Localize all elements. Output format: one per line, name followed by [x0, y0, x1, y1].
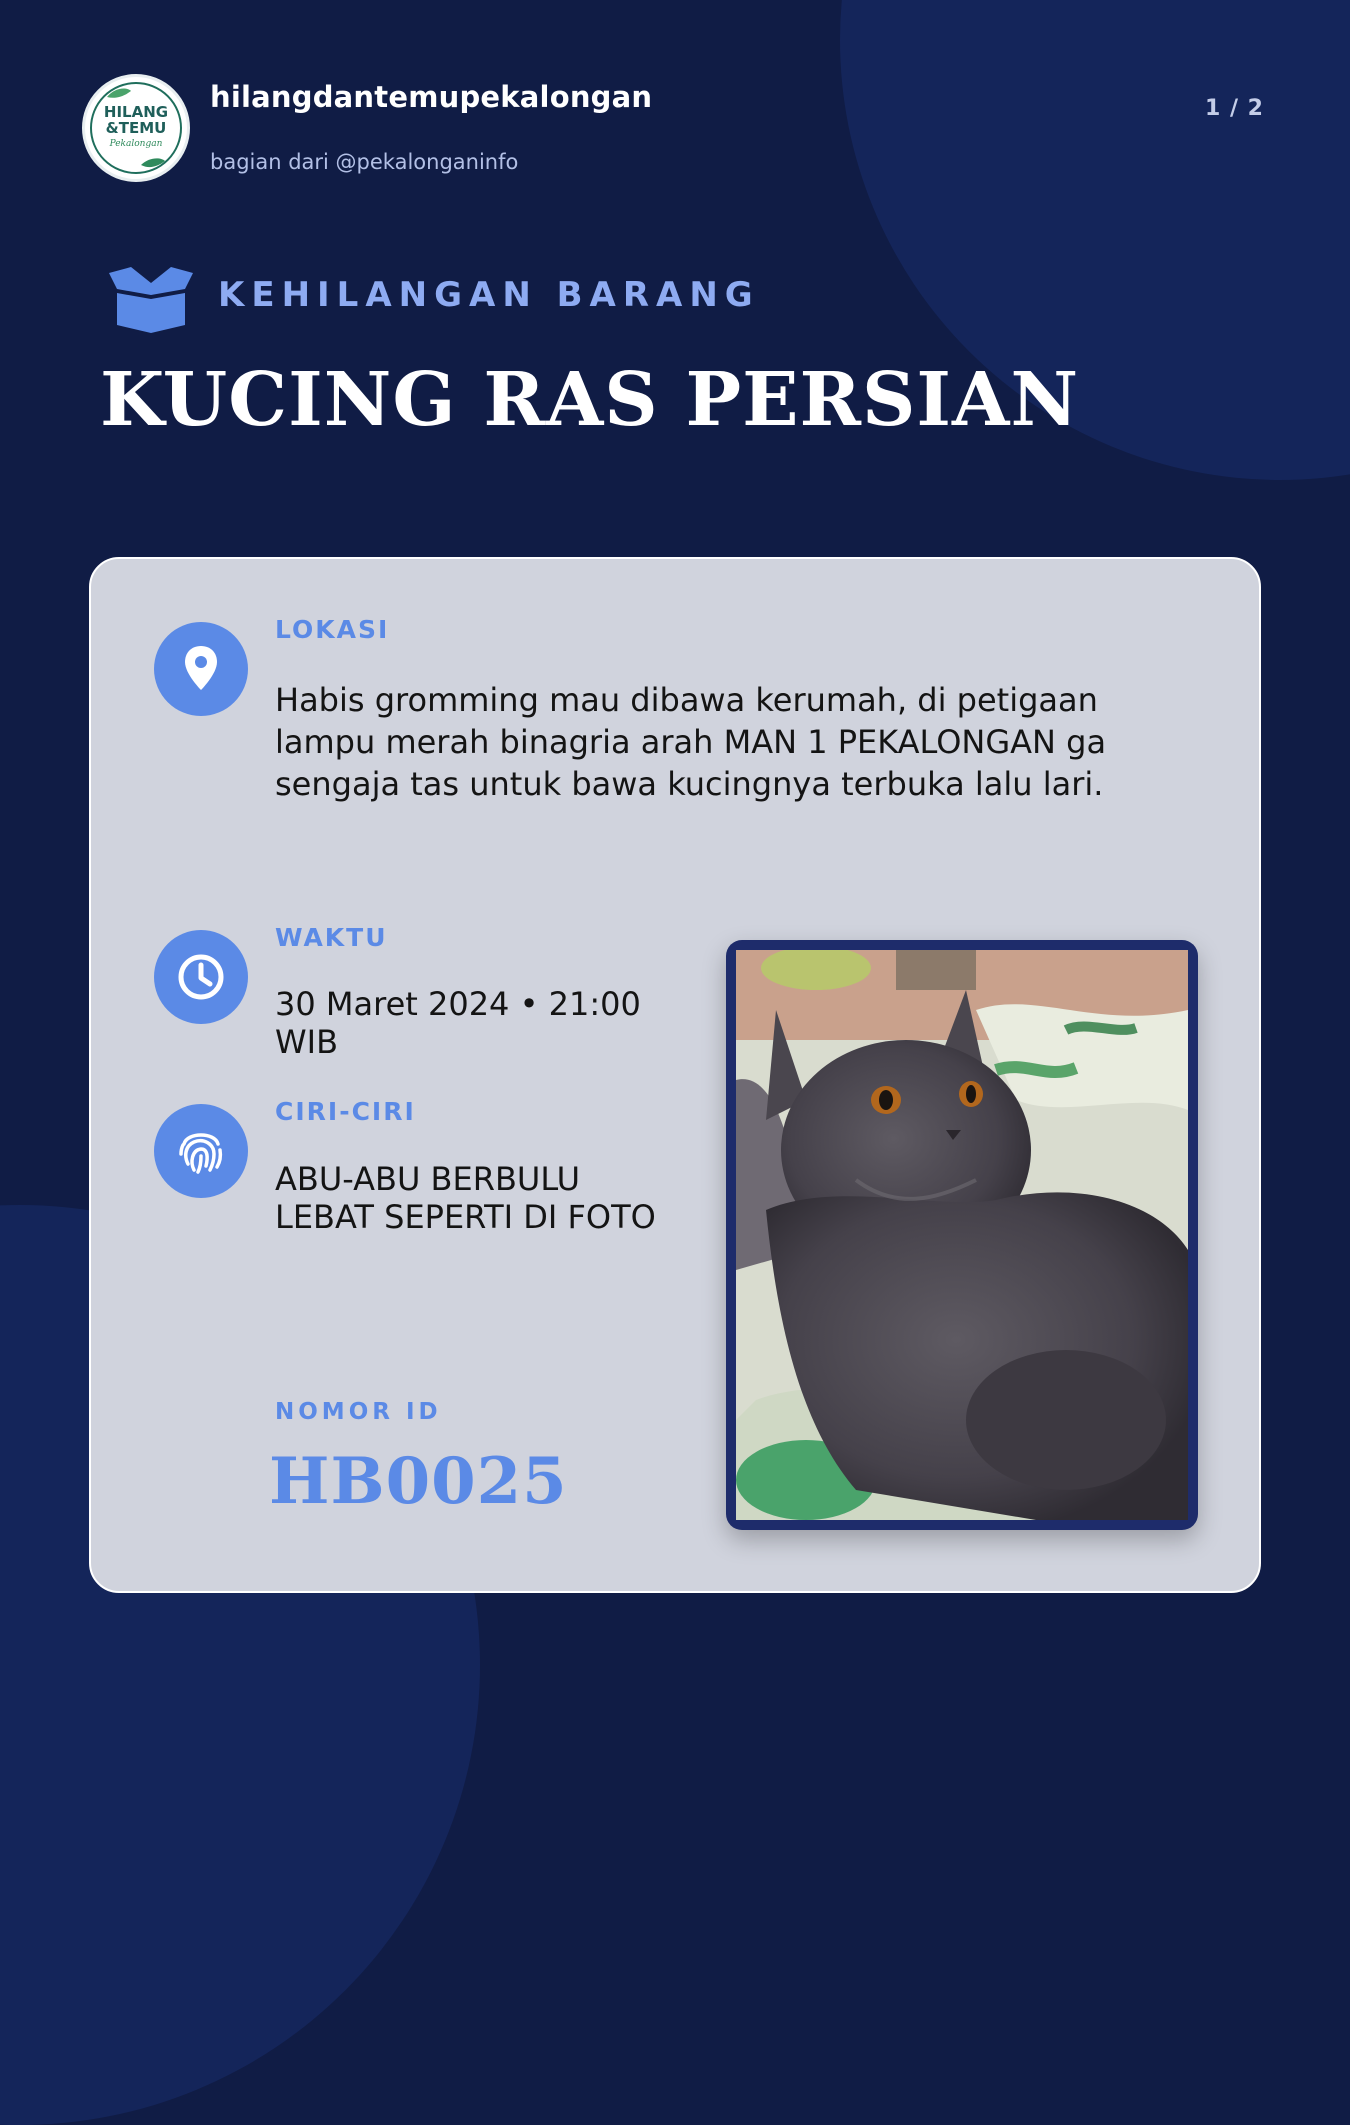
- id-label: NOMOR ID: [275, 1399, 442, 1425]
- details-card: [89, 557, 1261, 1593]
- clock-icon: [154, 930, 248, 1024]
- page-indicator: 1 / 2: [1205, 96, 1264, 121]
- category-label: KEHILANGAN BARANG: [218, 275, 760, 315]
- location-label: LOKASI: [275, 615, 390, 644]
- location-text: Habis gromming mau dibawa kerumah, di petigaan lampu merah binagria arah MAN 1 PEKALONGAN ga sengaja tas untuk bawa kucingnya terbuka lalu lari.: [275, 681, 1107, 803]
- features-label: CIRI-CIRI: [275, 1097, 416, 1126]
- fingerprint-icon: [154, 1104, 248, 1198]
- cat-photo-frame[interactable]: [726, 940, 1198, 1530]
- cat-photo: [736, 950, 1188, 1520]
- svg-text:Pekalongan: Pekalongan: [109, 139, 163, 149]
- location-pin-icon: [154, 622, 248, 716]
- logo-emblem: [85, 77, 187, 179]
- id-value: HB0025: [269, 1444, 568, 1519]
- time-label: WAKTU: [275, 923, 388, 952]
- account-subtitle: bagian dari @pekalonganinfo: [210, 150, 519, 174]
- account-logo[interactable]: [82, 74, 190, 182]
- post-title: KUCING RAS PERSIAN: [100, 357, 1080, 443]
- svg-text:&TEMU: &TEMU: [105, 119, 167, 137]
- svg-text:HILANG: HILANG: [103, 103, 169, 121]
- account-name[interactable]: hilangdantemupekalongan: [210, 80, 653, 114]
- box-icon: [103, 263, 199, 339]
- features-text: ABU-ABU BERBULU LEBAT SEPERTI DI FOTO: [275, 1160, 656, 1236]
- time-text: 30 Maret 2024 • 21:00 WIB: [275, 985, 641, 1061]
